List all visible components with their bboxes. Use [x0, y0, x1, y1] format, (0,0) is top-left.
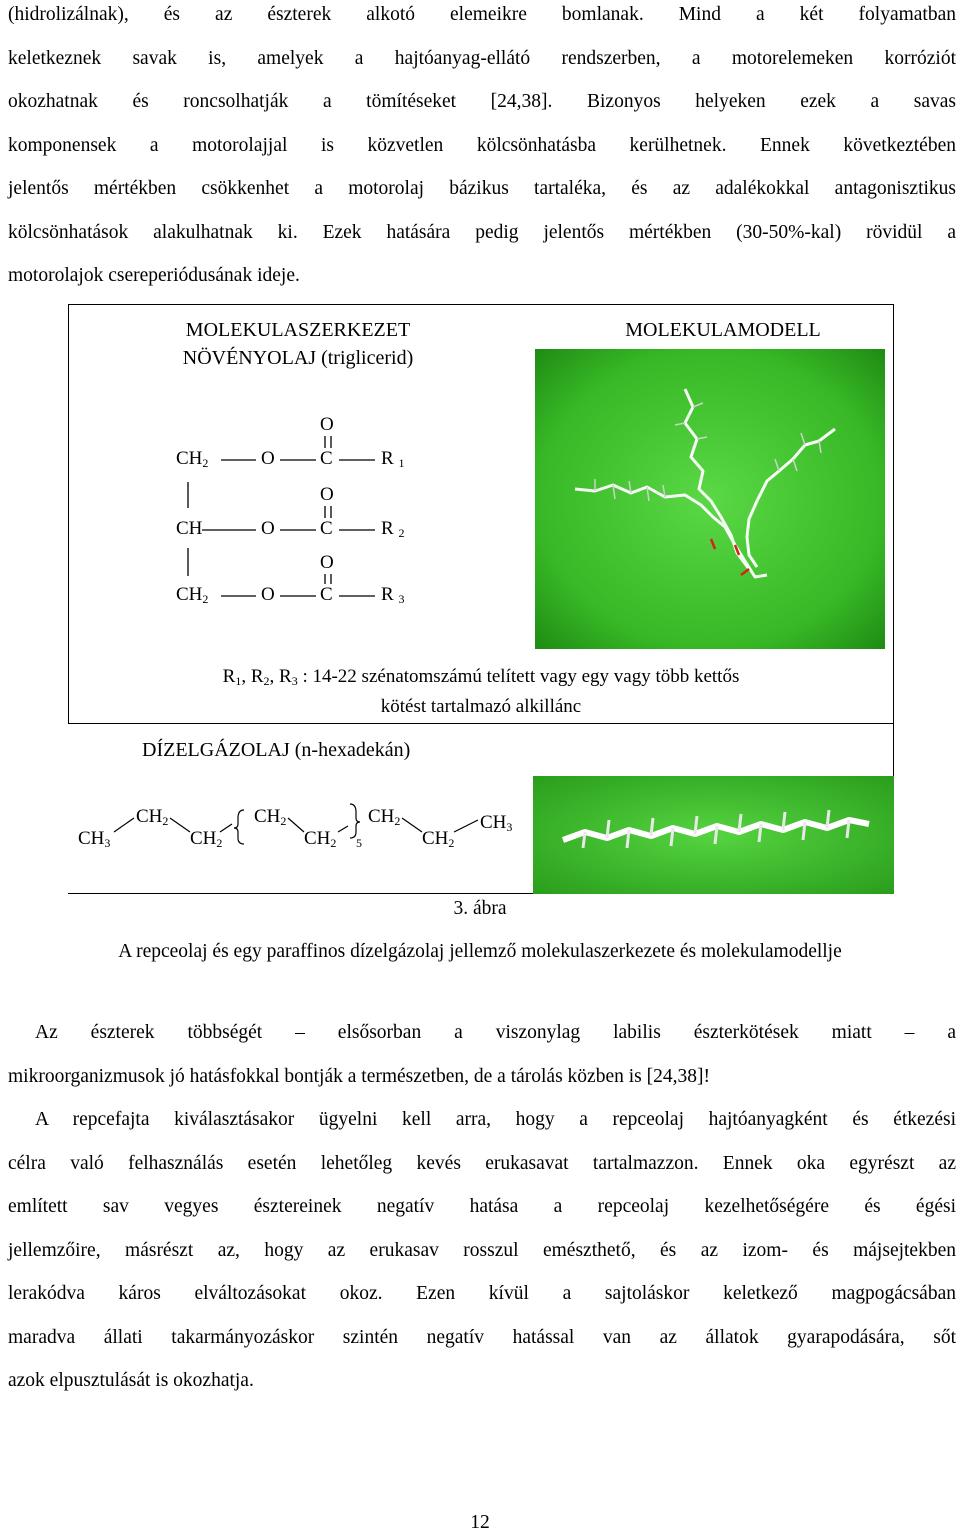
- hexadecane-bonds: [68, 774, 528, 884]
- triglyceride-model-image: [535, 349, 885, 649]
- text-line: lerakódva káros elváltozásokat okoz. Ezen kívül a sajtoláskor keletkező magpogácsában: [8, 1283, 956, 1304]
- ch-label: CH: [176, 518, 203, 539]
- text-line: okozhatnak és roncsolhatják a tömítéseket [24,38]. Bizonyos helyeken ezek a savas: [8, 91, 956, 112]
- carbonyl-oxygen-1: O: [320, 414, 334, 435]
- paragraph-rapeseed: [8, 1098, 956, 1403]
- ch2-bottom-2: $CH_2$: [304, 828, 337, 850]
- diesel-heading: DÍZELGÁZOLAJ (n-hexadekán): [142, 739, 411, 761]
- text-line: keletkeznek savak is, amelyek a hajtóanyag-ellátó rendszerben, a motorelemeken korróziót: [8, 47, 956, 69]
- r-group-note: [68, 664, 894, 720]
- figure-frame: [68, 304, 894, 894]
- hexadecane-model-image: [533, 776, 894, 894]
- ch2-top-2: $CH_2$: [254, 806, 287, 828]
- triglyceride-model-graphic: [535, 349, 885, 649]
- text-line: kölcsönhatások alakulhatnak ki. Ezek hatására pedig jelentős mértékben (30-50%-kal) rövidül a: [8, 221, 956, 243]
- text-line: jelentős mértékben csökkenhet a motorolaj bázikus tartaléka, és az adalékokkal antagonisztikus: [8, 178, 956, 199]
- structure-heading-line2: NÖVÉNYOLAJ (triglicerid): [182, 347, 414, 369]
- carbon-1: C: [320, 448, 333, 469]
- hexadecane-model-graphic: [533, 776, 894, 894]
- carbonyl-oxygen-3: O: [320, 552, 334, 573]
- text-line: mikroorganizmusok jó hatásfokkal bontják a természetben, de a tárolás közben is [24,38]!: [8, 1065, 710, 1087]
- ch3-right: $CH_3$: [480, 812, 513, 834]
- r1-label: R $_1$: [381, 448, 405, 470]
- text-line: említett sav vegyes észtereinek negatív hatása a repceolaj kezelhetőségére és égési: [8, 1196, 956, 1217]
- ch3-left: $CH_3$: [78, 828, 111, 850]
- r3-label: R $_3$: [381, 584, 405, 606]
- r2-label: R $_2$: [381, 518, 405, 540]
- text-line: motorolajok csereperiódusának ideje.: [8, 265, 300, 286]
- triglyceride-structure: [68, 304, 508, 624]
- ch2-bottom-1: $CH_2$: [190, 828, 223, 850]
- figure-number: 3. ábra: [453, 898, 507, 919]
- repeat-count: 5: [356, 836, 362, 850]
- oxygen-3: O: [261, 584, 275, 605]
- oxygen-2: O: [261, 518, 275, 539]
- text-line: célra való felhasználás esetén lehetőleg kevés erukasavat tartalmazzon. Ennek oka egyrészt az: [8, 1152, 956, 1174]
- text-line: Az észterek többségét – elsősorban a viszonylag labilis észterkötések miatt – a: [35, 1022, 956, 1043]
- text-line: A repcefajta kiválasztásakor ügyelni kell arra, hogy a repceolaj hajtóanyagként és étkezési: [35, 1109, 956, 1130]
- ch2-label-1: $CH_2$: [176, 448, 209, 470]
- hexadecane-structure: [68, 774, 528, 884]
- oxygen-1: O: [261, 448, 275, 469]
- ch2-top-1: $CH_2$: [136, 806, 169, 828]
- text-line: maradva állati takarmányozáskor szintén negatív hatással van az állatok gyarapodására, sőt: [8, 1326, 956, 1348]
- carbon-3: C: [320, 584, 333, 605]
- ch2-bottom-3: $CH_2$: [422, 828, 455, 850]
- r-group-note-line2: kötést tartalmazó alkillánc: [380, 696, 582, 717]
- structure-heading-line1: MOLEKULASZERKEZET: [185, 319, 411, 341]
- text-line: jellemzőire, másrészt az, hogy az erukasav rosszul emészthető, és az izom- és májsejtekben: [8, 1239, 956, 1261]
- page-number: 12: [470, 1512, 490, 1533]
- carbonyl-oxygen-2: O: [320, 484, 334, 505]
- carbon-2: C: [320, 518, 333, 539]
- text-line: azok elpusztulását is okozhatja.: [8, 1370, 254, 1391]
- figure-caption: A repceolaj és egy paraffinos dízelgázolaj jellemző molekulaszerkezete és molekulamodellje: [118, 941, 842, 962]
- r-group-note-line1: $R_1$, $R_2$, $R_3$ : 14-22 szénatomszámú telített vagy egy vagy több kettős: [222, 666, 740, 688]
- ch2-top-3: $CH_2$: [368, 806, 401, 828]
- top-paragraph: [8, 0, 956, 298]
- bond-lines: [68, 304, 508, 624]
- text-line: (hidrolizálnak), és az észterek alkotó elemeikre bomlanak. Mind a két folyamatban: [8, 4, 956, 25]
- paragraph-esters: [8, 1011, 956, 1098]
- ch2-label-3: $CH_2$: [176, 584, 209, 606]
- text-line: komponensek a motorolajjal is közvetlen kölcsönhatásba kerülhetnek. Ennek következtében: [8, 134, 956, 156]
- model-heading: MOLEKULAMODELL: [625, 319, 821, 341]
